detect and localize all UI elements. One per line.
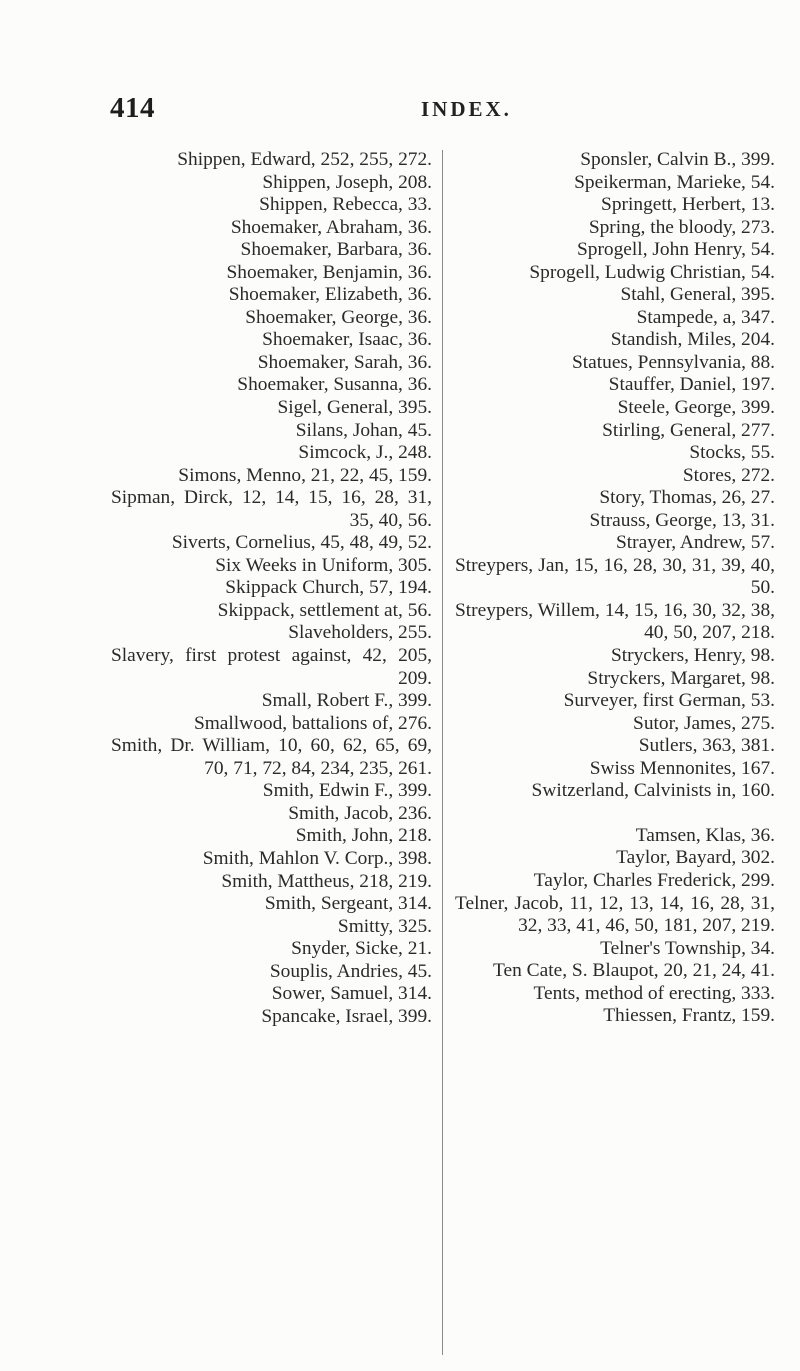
- index-entry: Shoemaker, Abraham, 36.: [230, 216, 432, 238]
- index-entry: Stampede, a, 347.: [636, 306, 775, 328]
- index-entry: Telner's Township, 34.: [600, 937, 775, 959]
- index-entry: Shoemaker, Elizabeth, 36.: [228, 284, 432, 306]
- index-entry: Stauffer, Daniel, 197.: [608, 374, 775, 396]
- index-entry: Sutor, James, 275.: [633, 712, 775, 734]
- index-entry: Skippack, settlement at, 56.: [217, 599, 432, 621]
- index-entry: Thiessen, Frantz, 159.: [603, 1005, 775, 1027]
- index-entry: Stryckers, Henry, 98.: [610, 645, 775, 667]
- index-entry: Steele, George, 399.: [617, 397, 775, 419]
- index-entry: Springett, Herbert, 13.: [601, 194, 775, 216]
- index-entry: Smith, Edwin F., 399.: [262, 780, 432, 802]
- page-number: 414: [110, 92, 155, 124]
- index-entry: Snyder, Sicke, 21.: [291, 938, 432, 960]
- index-entry: Shoemaker, Susanna, 36.: [237, 374, 432, 396]
- index-entry: Small, Robert F., 399.: [261, 690, 432, 712]
- index-entry: Stryckers, Margaret, 98.: [587, 667, 775, 689]
- index-entry: Taylor, Charles Frederick, 299.: [533, 869, 775, 891]
- column-divider: [442, 150, 443, 1355]
- index-entry: Sponsler, Calvin B., 399.: [580, 149, 775, 170]
- index-entry: Sower, Samuel, 314.: [271, 983, 432, 1005]
- index-entry: Surveyer, first German, 53.: [563, 690, 775, 712]
- index-entry: Shoemaker, Sarah, 36.: [257, 351, 432, 373]
- index-column-left: [111, 149, 432, 1028]
- index-entry: Tents, method of erecting, 333.: [533, 982, 775, 1004]
- index-entry: Tamsen, Klas, 36.: [635, 824, 775, 846]
- index-entry: Smith, John, 218.: [295, 825, 432, 847]
- index-entry: Spancake, Israel, 399.: [261, 1005, 432, 1027]
- index-entry: Strayer, Andrew, 57.: [616, 532, 775, 554]
- index-entry: Shoemaker, Barbara, 36.: [240, 239, 432, 261]
- index-entry: Story, Thomas, 26, 27.: [599, 487, 775, 509]
- index-entry: Streypers, Jan, 15, 16, 28, 30, 31, 39, 40, 50.: [455, 554, 775, 599]
- index-entry: Shoemaker, Isaac, 36.: [262, 329, 432, 351]
- index-entry: Smith, Dr. William, 10, 60, 62, 65, 69, 70, 71, 72, 84, 234, 235, 261.: [111, 735, 432, 779]
- index-entry: Ten Cate, S. Blaupot, 20, 21, 24, 41.: [493, 960, 775, 982]
- index-entry: Smith, Sergeant, 314.: [264, 893, 432, 915]
- index-entry: Six Weeks in Uniform, 305.: [215, 554, 432, 576]
- running-head: INDEX.: [421, 97, 512, 121]
- index-column-right: [455, 149, 775, 1028]
- index-entry: Simcock, J., 248.: [298, 442, 432, 464]
- index-entry: Shippen, Rebecca, 33.: [259, 194, 432, 216]
- index-entry: Shoemaker, George, 36.: [245, 306, 432, 328]
- index-entry: Shoemaker, Benjamin, 36.: [226, 261, 432, 283]
- index-entry: Standish, Miles, 204.: [610, 329, 775, 351]
- index-entry: Stirling, General, 277.: [602, 419, 775, 441]
- index-entry: Sprogell, John Henry, 54.: [576, 239, 775, 261]
- index-entry: Slavery, first protest against, 42, 205, 209.: [111, 645, 432, 689]
- index-entry: Streypers, Willem, 14, 15, 16, 30, 32, 38, 40, 50, 207, 218.: [455, 599, 775, 644]
- index-entry: Sipman, Dirck, 12, 14, 15, 16, 28, 31, 35, 40, 56.: [111, 487, 432, 531]
- page-header: [0, 92, 800, 122]
- index-entry: Souplis, Andries, 45.: [269, 960, 432, 982]
- index-entry: Sutlers, 363, 381.: [638, 735, 775, 757]
- index-entry: Stores, 272.: [682, 464, 775, 486]
- index-entry: Shippen, Edward, 252, 255, 272.: [177, 149, 432, 170]
- index-entry: Spring, the bloody, 273.: [588, 216, 775, 238]
- index-entry: Smith, Mattheus, 218, 219.: [221, 870, 432, 892]
- index-entry: Stahl, General, 395.: [620, 284, 775, 306]
- index-entry: Telner, Jacob, 11, 12, 13, 14, 16, 28, 31, 32, 33, 41, 46, 50, 181, 207, 219.: [455, 892, 775, 937]
- index-entry: Shippen, Joseph, 208.: [262, 171, 432, 193]
- index-entry: Siverts, Cornelius, 45, 48, 49, 52.: [171, 532, 432, 554]
- index-entry: Sigel, General, 395.: [277, 397, 432, 419]
- index-entry: Slaveholders, 255.: [288, 622, 432, 644]
- index-entry: Simons, Menno, 21, 22, 45, 159.: [178, 464, 432, 486]
- index-entry: Switzerland, Calvinists in, 160.: [531, 780, 775, 802]
- index-entry: Smitty, 325.: [337, 915, 432, 937]
- index-entry: Smallwood, battalions of, 276.: [193, 712, 432, 734]
- index-entry: Skippack Church, 57, 194.: [225, 577, 432, 599]
- index-entry: Swiss Mennonites, 167.: [589, 757, 775, 779]
- index-entry: Silans, Johan, 45.: [295, 419, 432, 441]
- index-entry: Stocks, 55.: [689, 442, 775, 464]
- index-entry: Taylor, Bayard, 302.: [616, 847, 775, 869]
- index-entry: Smith, Mahlon V. Corp., 398.: [202, 847, 432, 869]
- index-entry: Strauss, George, 13, 31.: [589, 509, 775, 531]
- index-entry: Smith, Jacob, 236.: [288, 802, 432, 824]
- index-entry: Statues, Pennsylvania, 88.: [571, 351, 775, 373]
- index-entry: Sprogell, Ludwig Christian, 54.: [529, 261, 775, 283]
- index-entry: Speikerman, Marieke, 54.: [574, 171, 775, 193]
